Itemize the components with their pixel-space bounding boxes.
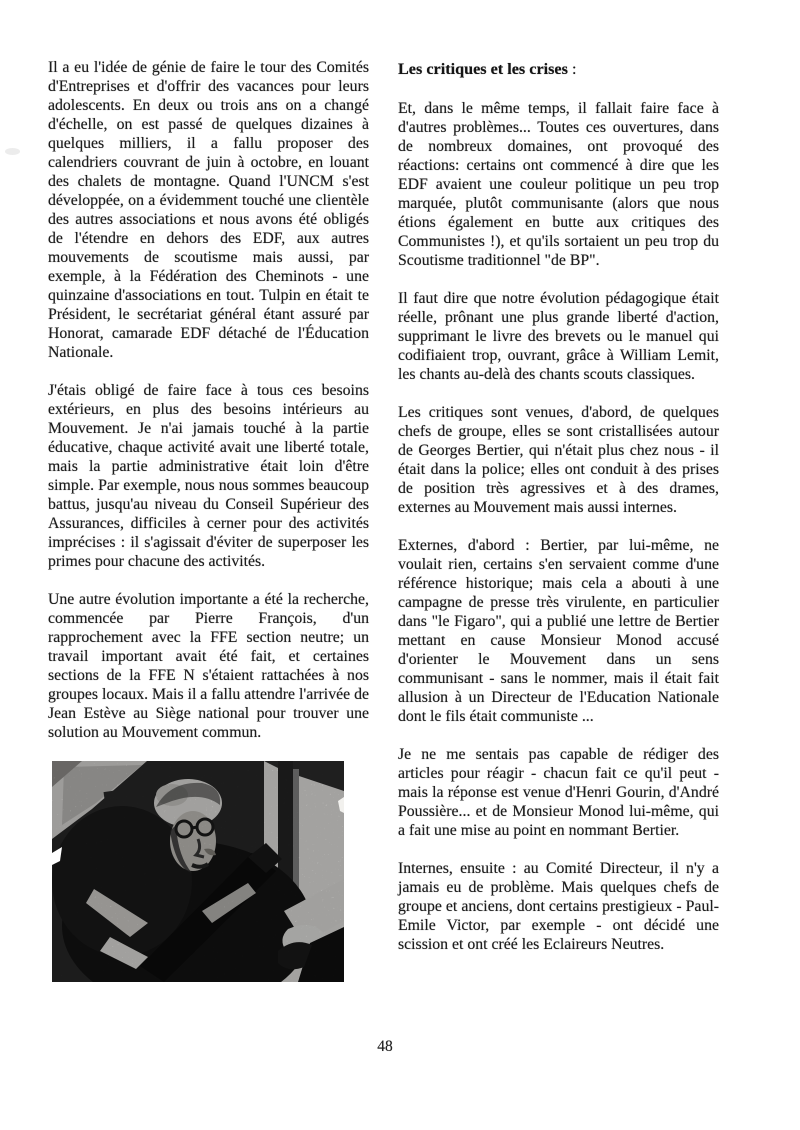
portrait-photo-image [52, 761, 344, 982]
paragraph: Je ne me sentais pas capable de rédiger des articles pour réagir - chacun fait ce qu'il peut - mais la réponse est venue d'Henri Gourin, d'André Poussière... et de Monsieur Monod lui-même, qui a fait une mise au point en nommant Bertier. [398, 746, 719, 839]
paragraph: Une autre évolution importante a été la recherche, commencée par Pierre François, d'un rapprochement avec la FFE section neutre; un travail important avait été fait, et certaines sections de la FFE N s'étaient rattachées à nos groupes locaux. Mais il a fallu attendre l'arrivée de Jean Estève au Siège national pour trouver une solution au Mouvement commun. [48, 591, 369, 741]
section-heading-text: Les critiques et les crises [398, 60, 568, 78]
right-column [398, 58, 719, 954]
paragraph: Il a eu l'idée de génie de faire le tour des Comités d'Entreprises et d'offrir des vacances pour leurs adolescents. En deux ou trois ans on a changé d'échelle, on est passé de quelques dizaines à quelques milliers, il a fallu proposer des calendriers couvrant de juin à octobre, en louant des chalets de montagne. Quand l'UNCM s'est développée, on a évidemment touché une clientèle des autres associations et nous avons été obligés de l'étendre en dehors des EDF, aux autres mouvements de scoutisme mais aussi, par exemple, à la Fédération des Cheminots - une quinzaine d'associations en tout. Tulpin en était te Président, le secrétariat général étant assuré par Honorat, camarade EDF détaché de l'Éducation Nationale. [48, 59, 369, 361]
paragraph: Les critiques sont venues, d'abord, de quelques chefs de groupe, elles se sont cristallisées autour de Georges Bertier, qui n'était plus chez nous - il était dans la police; elles ont conduit à des prises de position très agressives et à des drames, externes au Mouvement mais aussi internes. [398, 404, 719, 516]
paragraph: Et, dans le même temps, il fallait faire face à d'autres problèmes... Toutes ces ouvertures, dans de nombreux domaines, ont provoqué des réactions: certains ont commencé à dire que les EDF avaient une couleur politique un peu trop marquée, plutôt communisante (alors que nous étions également en butte aux critiques des Communistes !), et qu'ils sortaient un peu trop du Scoutisme traditionnel "de BP". [398, 100, 719, 269]
paragraph: Il faut dire que notre évolution pédagogique était réelle, prônant une plus grande liberté d'action, supprimant le livre des brevets ou le manuel qui codifiaient trop, ouvrant, grâce à William Lemit, les chants au-delà des chants scouts classiques. [398, 290, 719, 383]
left-column [48, 58, 369, 982]
page-number: 48 [377, 1038, 393, 1055]
paragraph: Internes, ensuite : au Comité Directeur, il n'y a jamais eu de problème. Mais quelques chefs de groupe et anciens, dont certains prestigieux - Paul-Emile Victor, par exemple - ont décidé une scission et ont créé les Eclaireurs Neutres. [398, 860, 719, 953]
portrait-photo [52, 761, 344, 982]
section-heading-colon: : [567, 60, 577, 78]
paragraph: J'étais obligé de faire face à tous ces besoins extérieurs, en plus des besoins intérieurs au Mouvement. Je n'ai jamais touché à la partie éducative, chaque activité avait une liberté totale, mais la partie administrative était loin d'être simple. Par exemple, nous nous sommes beaucoup battus, jusqu'au niveau du Conseil Supérieur des Assurances, difficiles à cerner pour des activités imprécises : il s'agissait d'éviter de superposer les primes pour chacune des activités. [48, 382, 369, 570]
section-heading [398, 60, 719, 79]
paragraph: Externes, d'abord : Bertier, par lui-même, ne voulait rien, certains s'en servaient comme d'une référence historique; mais cela a abouti à une campagne de presse très virulente, en particulier dans "le Figaro", qui a publié une lettre de Bertier mettant en cause Monsieur Monod accusé d'orienter le Mouvement dans un sens communisant - sans le nommer, mais il était fait allusion à un Directeur de l'Education Nationale dont le fils était communiste ... [398, 537, 719, 725]
scan-artifact [5, 148, 20, 155]
